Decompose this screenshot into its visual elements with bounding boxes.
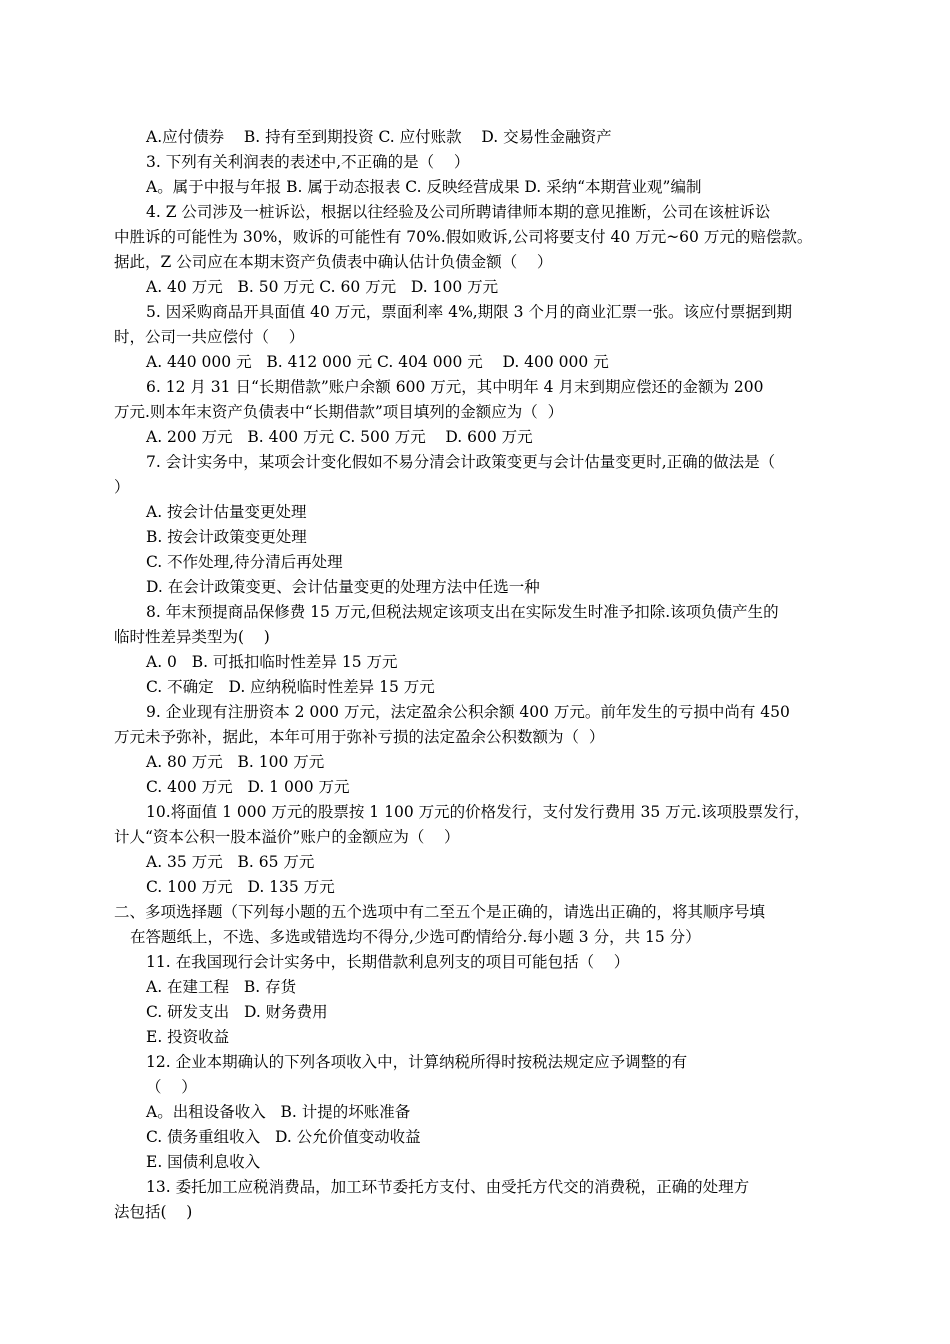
text-line: A. 0 B. 可抵扣临时性差异 15 万元 xyxy=(146,653,398,671)
text-line: 万元未予弥补，据此，本年可用于弥补亏损的法定盈余公积数额为（ ） xyxy=(114,728,605,746)
text-line: A. 200 万元 B. 400 万元 C. 500 万元 D. 600 万元 xyxy=(146,428,533,446)
text-line: 在答题纸上，不选、多选或错选均不得分,少选可酌情给分.每小题 3 分，共 15 分） xyxy=(130,928,701,946)
text-line: 临时性差异类型为( ) xyxy=(114,628,270,646)
text-line: E. 国债利息收入 xyxy=(146,1153,261,1171)
question-7: 7. 会计实务中，某项会计变化假如不易分清会计政策变更与会计估量变更时,正确的做法是（ xyxy=(146,453,776,471)
section-heading: 二、多项选择题（下列每小题的五个选项中有二至五个是正确的，请选出正确的，将其顺序号填 xyxy=(114,903,766,921)
text-line: A. 80 万元 B. 100 万元 xyxy=(146,753,325,771)
text-line: A. 35 万元 B. 65 万元 xyxy=(146,853,315,871)
text-line: A.应付债券 B. 持有至到期投资 C. 应付账款 D. 交易性金融资产 xyxy=(146,128,612,146)
text-line: 万元.则本年末资产负债表中“长期借款”项目填列的金额应为（ ） xyxy=(114,403,564,421)
question-4: 4. Z 公司涉及一桩诉讼，根据以往经验及公司所聘请律师本期的意见推断，公司在该桩诉讼 xyxy=(146,203,771,221)
question-3: 3. 下列有关利润表的表述中,不正确的是（ ） xyxy=(146,153,470,171)
text-line: C. 研发支出 D. 财务费用 xyxy=(146,1003,328,1021)
text-line: 时，公司一共应偿付（ ） xyxy=(114,328,305,346)
text-line: A. 按会计估量变更处理 xyxy=(146,503,307,521)
question-11: 11. 在我国现行会计实务中，长期借款利息列支的项目可能包括（ ） xyxy=(146,953,630,971)
text-line: 据此，Z 公司应在本期末资产负债表中确认估计负债金额（ ） xyxy=(114,253,553,271)
text-line: C. 100 万元 D. 135 万元 xyxy=(146,878,335,896)
text-line: C. 400 万元 D. 1 000 万元 xyxy=(146,778,350,796)
text-line: A. 在建工程 B. 存货 xyxy=(146,978,297,996)
text-line: C. 债务重组收入 D. 公允价值变动收益 xyxy=(146,1128,421,1146)
question-8: 8. 年末预提商品保修费 15 万元,但税法规定该项支出在实际发生时准予扣除.该项负债产生的 xyxy=(146,603,779,621)
text-line: （ ） xyxy=(146,1078,197,1096)
question-9: 9. 企业现有注册资本 2 000 万元，法定盈余公积余额 400 万元。前年发生的亏损中尚有 450 xyxy=(146,703,790,721)
text-line: 计人“资本公积一股本溢价”账户的金额应为（ ） xyxy=(114,828,460,846)
text-line: 中胜诉的可能性为 30%，败诉的可能性有 70%.假如败诉,公司将要支付 40 万元~60 万元的赔偿款。 xyxy=(114,228,813,246)
text-line: B. 按会计政策变更处理 xyxy=(146,528,307,546)
question-10: 10.将面值 1 000 万元的股票按 1 100 万元的价格发行，支付发行费用 35 万元.该项股票发行， xyxy=(146,803,810,821)
text-line: A。出租设备收入 B. 计提的坏账准备 xyxy=(146,1103,411,1121)
question-5: 5. 因采购商品开具面值 40 万元，票面利率 4%,期限 3 个月的商业汇票一张。该应付票据到期 xyxy=(146,303,792,321)
question-6: 6. 12 月 31 日“长期借款”账户余额 600 万元，其中明年 4 月末到期应偿还的金额为 200 xyxy=(146,378,764,396)
question-12: 12. 企业本期确认的下列各项收入中，计算纳税所得时按税法规定应予调整的有 xyxy=(146,1053,688,1071)
text-line: A. 40 万元 B. 50 万元 C. 60 万元 D. 100 万元 xyxy=(146,278,499,296)
text-line: A。属于中报与年报 B. 属于动态报表 C. 反映经营成果 D. 采纳“本期营业观”编制 xyxy=(146,178,702,196)
text-line: C. 不确定 D. 应纳税临时性差异 15 万元 xyxy=(146,678,435,696)
text-line: C. 不作处理,待分清后再处理 xyxy=(146,553,343,571)
text-line: E. 投资收益 xyxy=(146,1028,230,1046)
text-line: 法包括( ) xyxy=(114,1203,193,1221)
text-line: ） xyxy=(114,478,130,496)
text-line: D. 在会计政策变更、会计估量变更的处理方法中任选一种 xyxy=(146,578,540,596)
question-13: 13. 委托加工应税消费品，加工环节委托方支付、由受托方代交的消费税，正确的处理方 xyxy=(146,1178,750,1196)
text-line: A. 440 000 元 B. 412 000 元 C. 404 000 元 D. 400 000 元 xyxy=(146,353,609,371)
